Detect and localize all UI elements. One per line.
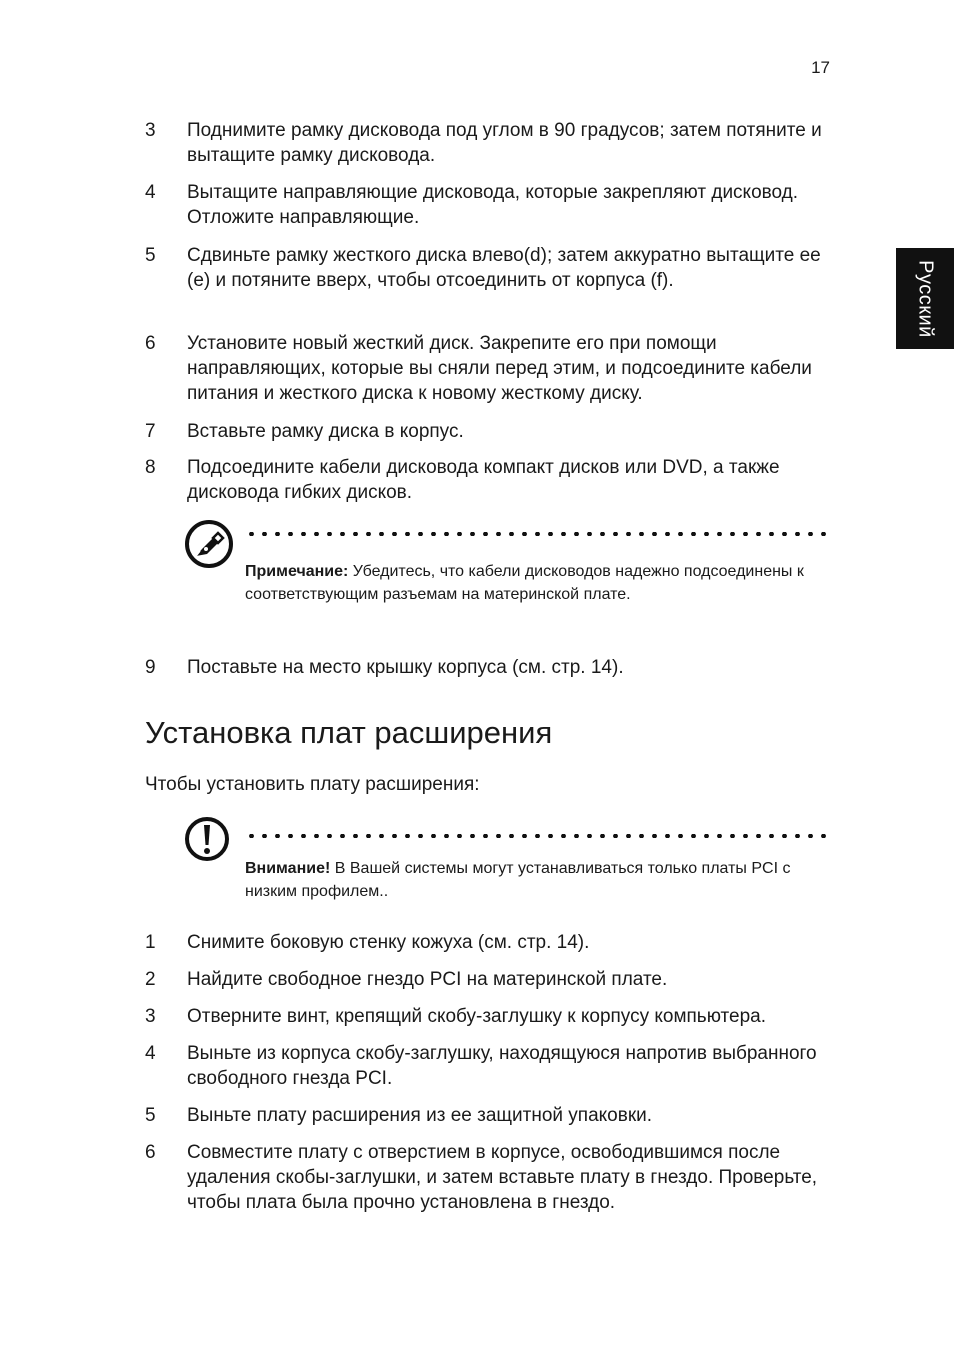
note-label: Примечание: <box>245 563 349 580</box>
list-item <box>145 967 835 992</box>
note-body: Убедитесь, что кабели дисководов надежно подсоединены к соответствующим разъемам на материнской плате. <box>245 563 804 603</box>
dotted-divider <box>245 532 831 536</box>
step-text: Установите новый жесткий диск. Закрепите его при помощи направляющих, которые вы сняли перед этим, и подсоедините кабели питания и жесткого диска к новому жесткому диску. <box>187 333 812 404</box>
list-item <box>145 331 835 406</box>
note-text <box>245 560 805 606</box>
step-text: Сдвиньте рамку жесткого диска влево(d); затем аккуратно вытащите ее (е) и потяните вверх, чтобы отсоединить от корпуса (f). <box>187 245 821 291</box>
step-text: Выньте плату расширения из ее защитной упаковки. <box>187 1105 653 1126</box>
step-number: 4 <box>145 1043 156 1064</box>
list-item <box>145 1041 835 1091</box>
section-title: Установка плат расширения <box>145 715 553 750</box>
step-number: 8 <box>145 457 156 478</box>
warning-label: Внимание! <box>245 860 331 877</box>
step-text: Вытащите направляющие дисковода, которые закрепляют дисковод. Отложите направляющие. <box>187 182 799 228</box>
step-text: Вставьте рамку диска в корпус. <box>187 421 464 442</box>
step-number: 5 <box>145 1105 156 1126</box>
list-item <box>145 243 835 293</box>
section-intro: Чтобы установить плату расширения: <box>145 774 480 795</box>
list-item <box>145 118 835 168</box>
language-tab <box>896 248 954 349</box>
step-text: Снимите боковую стенку кожуха (см. стр. 14). <box>187 932 590 953</box>
note-callout <box>183 518 833 633</box>
warning-text <box>245 857 805 903</box>
page-number: 17 <box>811 58 830 77</box>
step-number: 1 <box>145 932 156 953</box>
step-number: 9 <box>145 657 156 678</box>
step-text: Отверните винт, крепящий скобу-заглушку к корпусу компьютера. <box>187 1006 767 1027</box>
list-item <box>145 180 835 230</box>
list-item <box>145 1140 835 1215</box>
step-text: Поднимите рамку дисковода под углом в 90 градусов; затем потяните и вытащите рамку дисковода. <box>187 120 822 166</box>
step-number: 2 <box>145 969 156 990</box>
step-number: 7 <box>145 421 156 442</box>
list-item <box>145 1004 835 1029</box>
dotted-divider <box>245 834 831 838</box>
step-number: 6 <box>145 333 156 354</box>
warning-body: В Вашей системы могут устанавливаться только платы PCI с низким профилем.. <box>245 860 791 900</box>
step-number: 3 <box>145 120 156 141</box>
step-number: 6 <box>145 1142 156 1163</box>
list-item <box>145 455 835 505</box>
warning-callout <box>183 815 833 910</box>
step-number: 3 <box>145 1006 156 1027</box>
step-text: Поставьте на место крышку корпуса (см. стр. 14). <box>187 657 624 678</box>
list-item <box>145 655 835 680</box>
step-text: Выньте из корпуса скобу-заглушку, находящуюся напротив выбранного свободного гнезда PCI. <box>187 1043 817 1089</box>
list-item <box>145 419 835 444</box>
step-number: 5 <box>145 245 156 266</box>
step-text: Найдите свободное гнездо PCI на материнской плате. <box>187 969 668 990</box>
exclamation-icon <box>183 815 235 867</box>
step-text: Подсоедините кабели дисковода компакт дисков или DVD, а также дисковода гибких дисков. <box>187 457 780 503</box>
list-item <box>145 930 835 955</box>
language-tab-label: Русский <box>914 259 937 338</box>
step-text: Совместите плату с отверстием в корпусе, освободившимся после удаления скобы-заглушки, и затем вставьте плату в гнездо. Проверьте, чтобы плата была прочно установлена в гнездо. <box>187 1142 818 1213</box>
note-pen-icon <box>183 518 235 570</box>
step-number: 4 <box>145 182 156 203</box>
list-item <box>145 1103 835 1128</box>
